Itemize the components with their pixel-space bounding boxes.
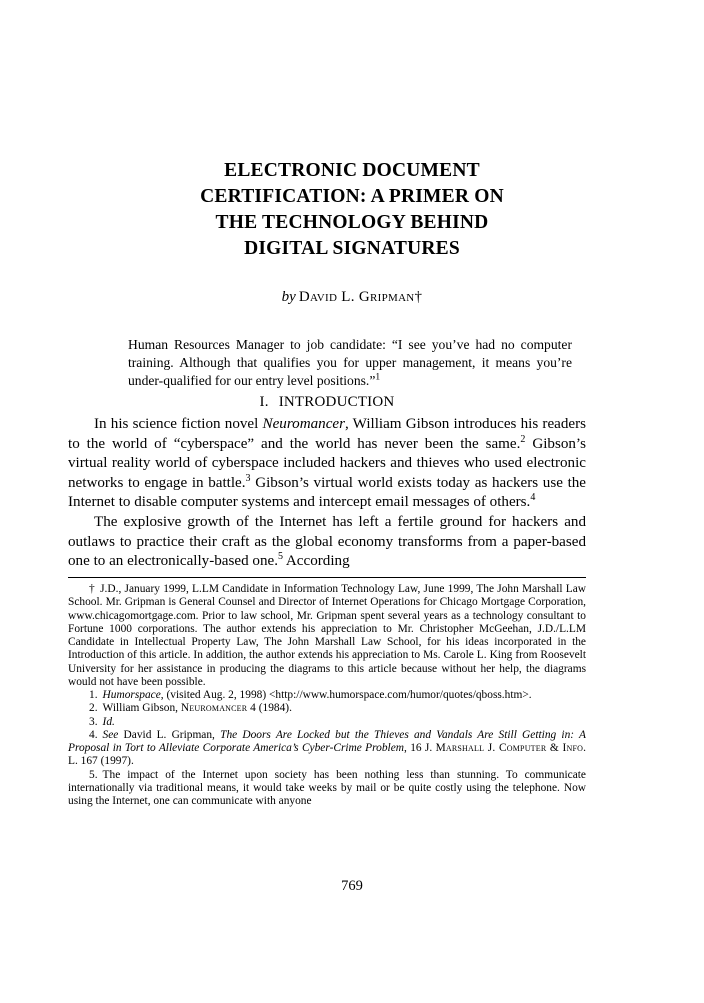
footnote-segment: J.D., January 1999, L.LM Candidate in Information Technology Law, June 1999, The John Marshall Law School. Mr. Gripman is General Counsel and Director of Internet Operations for Chicago Mortgage Corporation, www.chicagomortgage.com. Prior to law school, Mr. Gripman spent several years as a technology consultant to Fortune 1000 corporations. The author extends his appreciation to Mr. Christopher McGeehan, J.D./L.LM Candidate in Intellectual Property Law, The John Marshall Law School, for his ideas incorporated in the Introduction of this article. In addition, the author extends his appreciation to Ms. Carole L. King from Roosevelt University for her assistance in producing the diagrams to this article because without her help, the diagrams would not have been possible.	[68, 583, 587, 688]
footnote-segment: Id.	[102, 715, 115, 728]
footnote-separator-rule	[68, 577, 586, 578]
article-title-line: DIGITAL SIGNATURES	[244, 238, 460, 259]
section-heading	[68, 392, 586, 412]
byline-by-label: by	[281, 289, 296, 305]
body-segment: 2	[520, 433, 526, 445]
body-segment: Neuromancer	[262, 416, 345, 432]
page-number: 769	[341, 878, 363, 894]
footnote-entry	[68, 583, 586, 689]
footnote-segment: Neuromancer	[180, 702, 248, 715]
footnote-segment: The impact of the Internet upon society has been nothing less than stunning. To communicate internationally via traditional means, it would take weeks by mail or be quite costly using the telephone. Now using the Internet, one can communicate with anyone	[68, 768, 586, 807]
footnote-marker: 3.	[89, 715, 98, 728]
footnote-segment: Humorspace	[102, 689, 161, 701]
footnote-entry	[68, 769, 586, 809]
body-segment: 5	[277, 551, 283, 563]
body-segment: , William Gibson introduces his readers to the world of “cyberspace” and the world has never been the same.	[68, 416, 586, 452]
article-title-line: CERTIFICATION: A PRIMER ON	[200, 186, 504, 207]
footnote-segment: , (visited Aug. 2, 1998) <http://www.humorspace.com/humor/quotes/qboss.htm>.	[160, 689, 532, 701]
footnote-marker: 1.	[89, 689, 98, 701]
body-paragraph	[68, 513, 586, 572]
footnote-marker: 2.	[89, 702, 98, 715]
body-segment: According	[282, 553, 350, 570]
footnote-entry	[68, 702, 586, 715]
section-numeral: I.	[259, 394, 269, 410]
article-title-line: THE TECHNOLOGY BEHIND	[215, 212, 489, 233]
footnote-segment: . L. 167 (1997).	[68, 742, 586, 768]
body-segment: The explosive growth of the Internet has left a fertile ground for hackers and outlaws to practice their craft as the global economy transforms from a paper-based one to an electronically-based one.	[68, 513, 586, 570]
footnote-segment: David L. Gripman,	[118, 728, 221, 741]
footnote-segment: Marshall J. Computer & Info	[435, 742, 584, 754]
epigraph-footnote-marker: 1	[375, 372, 381, 383]
footnote-entry	[68, 689, 586, 702]
article-title	[112, 158, 592, 262]
body-text	[68, 415, 586, 572]
footnote-segment: The Doors Are Locked but the Thieves and Vandals Are Still Getting in: A Proposal in Tort to Alleviate Corporate America’s Cyber-Crime Problem	[68, 728, 587, 754]
epigraph-text: Human Resources Manager to job candidate: “I see you’ve had no computer training. Although that qualifies you for upper management, it means you’re under-qualified for our entry level positions.”	[128, 337, 572, 389]
body-segment: 4	[530, 492, 536, 504]
footnote-segment: See	[102, 728, 119, 741]
body-segment: In his science fiction novel	[94, 416, 263, 432]
epigraph-quote	[128, 336, 572, 391]
body-segment: Gibson’s virtual reality world of cyberspace included hackers and thieves who used electronic networks to engage in battle.	[68, 435, 586, 491]
body-segment: Gibson’s virtual world exists today as hackers use the Internet to disable computer systems and intercept email messages of others.	[68, 474, 587, 511]
section-title: INTRODUCTION	[278, 394, 395, 410]
article-byline	[112, 287, 592, 307]
body-segment: 3	[245, 472, 251, 484]
footnote-marker: †	[89, 583, 96, 595]
article-title-line: ELECTRONIC DOCUMENT	[224, 160, 480, 181]
footnote-entry	[68, 716, 586, 729]
footnote-entry	[68, 729, 586, 769]
footnote-marker: 4.	[89, 728, 98, 741]
byline-author-name: David L. Gripman†	[298, 289, 423, 305]
body-paragraph	[68, 415, 586, 513]
footnote-segment: William Gibson,	[102, 702, 181, 715]
footnote-marker: 5.	[89, 768, 98, 781]
footnote-segment: , 16 J.	[404, 742, 436, 754]
footnote-segment: 4 (1984).	[247, 702, 292, 715]
footnotes-block	[68, 583, 586, 808]
